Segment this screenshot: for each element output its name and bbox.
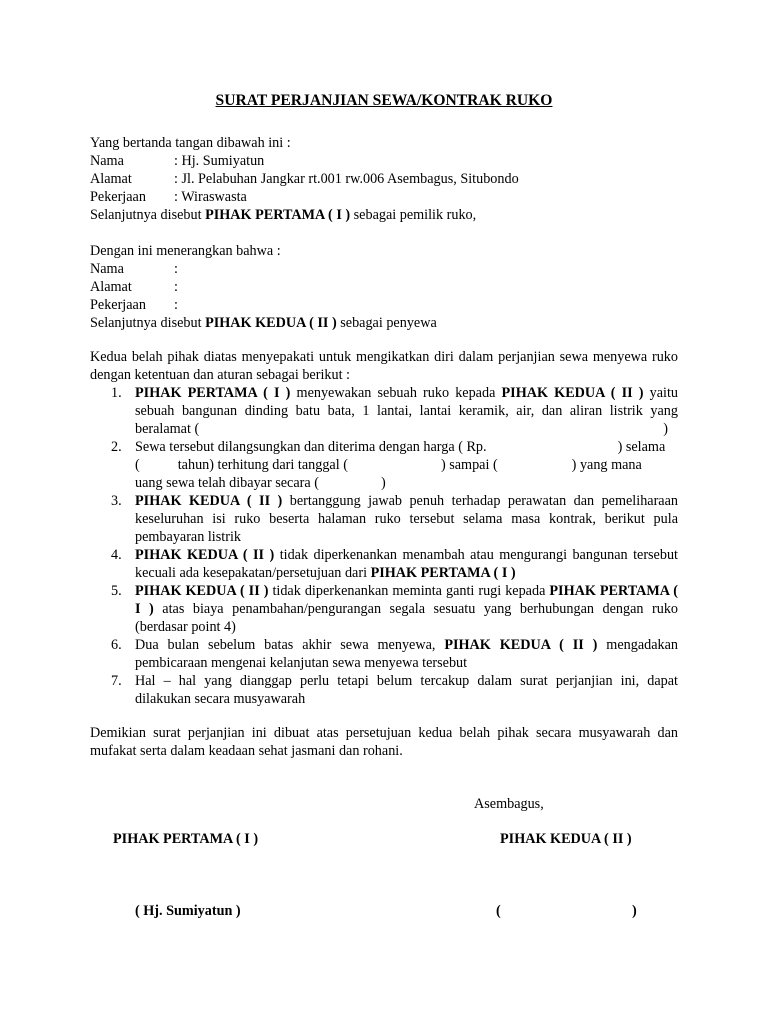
clause-text: bertanggung jawab penuh terhadap perawatan dan pemeliharaan keseluruhan isi ruko beserta halaman ruko tersebut selama masa kontrak, berikut pula pembayaran listrik [135,493,678,545]
clause-number: 3. [111,493,122,509]
clause-number: 4. [111,547,122,563]
party2-signature-close: ) [632,903,637,919]
address-value: : Jl. Pelabuhan Jangkar rt.001 rw.006 Asembagus, Situbondo [174,171,519,187]
clause-text: ) sampai ( [440,457,498,473]
clause-4 [111,546,678,582]
party2-intro: Dengan ini menerangkan bahwa : [90,243,281,259]
clause-text: Dua bulan sebelum batas akhir sewa menyewa, [135,637,445,653]
clause-text: yaitu sebuah bangunan dinding batu bata, 1 lantai, lantai keramik, air, dan aliran listrik yang beralamat ( [135,385,679,437]
clause-7 [111,672,678,708]
job-value: : [174,297,178,313]
job-label: Pekerjaan [90,189,146,205]
job-value: : Wiraswasta [174,189,247,205]
clause-5 [111,582,679,636]
desc-text: sebagai penyewa [336,315,437,331]
clause-text: Sewa tersebut dilangsungkan dan diterima dengan harga ( Rp. [135,439,487,455]
clause-text: uang sewa telah dibayar secara ( [135,475,319,491]
clause-text: ) selama [617,439,666,455]
place-date: Asembagus, [474,796,544,812]
address-label: Alamat [90,171,132,187]
desc-text: Selanjutnya disebut [90,315,206,331]
clause-text: ) yang mana [571,457,642,473]
party2-address-row [90,278,178,296]
clause-text: tahun) terhitung dari tanggal ( [177,457,348,473]
party2-job-row [90,296,178,314]
address-value: : [174,279,178,295]
clause-1 [111,384,679,438]
name-value: : [174,261,178,277]
clause-bold: PIHAK PERTAMA ( I ) [135,583,678,617]
clause-bold: PIHAK KEDUA ( II ) [135,547,275,563]
party1-name-row [90,152,264,170]
clause-number: 1. [111,385,122,401]
agreement-intro: Kedua belah pihak diatas menyepakati untuk mengikatkan diri dalam perjanjian sewa menyewa ruko dengan ketentuan dan aturan sebagai berikut : [90,349,678,383]
clause-text: ) [380,475,386,491]
clause-bold: PIHAK PERTAMA ( I ) [370,565,516,581]
clause-6 [111,636,678,672]
address-label: Alamat [90,279,132,295]
desc-text: sebagai pemilik ruko, [350,207,477,223]
party2-signature-title: PIHAK KEDUA ( II ) [500,831,632,847]
clause-text: tidak diperkenankan menambah atau mengurangi bangunan tersebut kecuali ada kesepakatan/persetujuan dari [135,547,678,581]
desc-text: Selanjutnya disebut [90,207,206,223]
name-label: Nama [90,153,124,169]
clause-2 [111,438,678,492]
clause-number: 7. [111,673,122,689]
clause-text: tidak diperkenankan meminta ganti rugi kepada [268,583,550,599]
clause-text: ( [135,457,140,473]
name-label: Nama [90,261,124,277]
job-label: Pekerjaan [90,297,146,313]
party1-designation: PIHAK PERTAMA ( I ) [205,207,351,223]
party2-signature-open: ( [496,903,501,919]
clause-bold: PIHAK KEDUA ( II ) [135,583,269,599]
clause-list [90,384,678,708]
clause-number: 6. [111,637,122,653]
clause-text: Hal – hal yang dianggap perlu tetapi belum tercakup dalam surat perjanjian ini, dapat dilakukan secara musyawarah [135,673,678,707]
party1-signature-name: ( Hj. Sumiyatun ) [135,903,241,919]
clause-number: 5. [111,583,122,599]
name-value: : Hj. Sumiyatun [174,153,265,169]
party2-designation: PIHAK KEDUA ( II ) [205,315,337,331]
clause-bold: PIHAK KEDUA ( II ) [135,493,283,509]
clause-3 [111,492,678,546]
closing-paragraph: Demikian surat perjanjian ini dibuat atas persetujuan kedua belah pihak secara musyawarah dan mufakat serta dalam keadaan sehat jasmani dan rohani. [90,725,678,759]
clause-bold: PIHAK KEDUA ( II ) [444,637,598,653]
clause-text: ) [663,421,668,437]
party1-job-row [90,188,247,206]
clause-text: atas biaya penambahan/pengurangan segala sesuatu yang berhubungan dengan ruko (berdasar point 4) [135,601,679,635]
party1-address-row [90,170,519,188]
party1-signature-title: PIHAK PERTAMA ( I ) [113,831,259,847]
clause-number: 2. [111,439,122,455]
document-title: SURAT PERJANJIAN SEWA/KONTRAK RUKO [215,92,553,109]
party2-description [90,314,437,332]
clause-text: menyewakan sebuah ruko kepada [290,385,502,401]
party2-name-row [90,260,178,278]
clause-text: mengadakan pembicaraan mengenai kelanjutan sewa menyewa tersebut [135,637,678,671]
clause-bold: PIHAK KEDUA ( II ) [501,385,644,401]
clause-bold: PIHAK PERTAMA ( I ) [135,385,291,401]
intro-text: Yang bertanda tangan dibawah ini : [90,135,291,151]
party1-description [90,206,476,224]
